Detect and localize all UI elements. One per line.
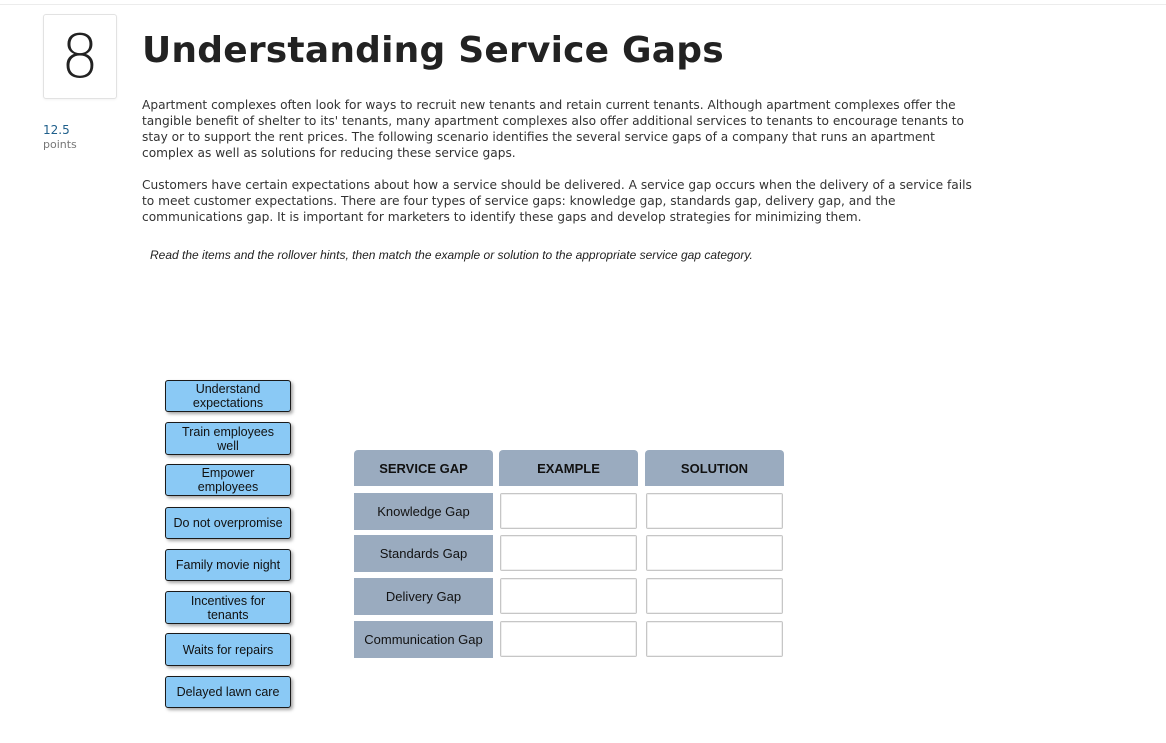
header-service-gap: SERVICE GAP (354, 450, 493, 486)
drag-item-delayed-lawn-care[interactable]: Delayed lawn care (165, 676, 291, 708)
question-title: Understanding Service Gaps (142, 30, 724, 71)
row-label-standards-gap: Standards Gap (354, 535, 493, 572)
top-divider (0, 4, 1166, 5)
drop-zone-standards-example[interactable] (500, 535, 637, 571)
points-block (43, 122, 103, 152)
drag-item-family-movie-night[interactable]: Family movie night (165, 549, 291, 581)
intro-paragraph: Apartment complexes often look for ways to recruit new tenants and retain current tenants. Although apartment complexes offer the tangible benefit of shelter to its' tenants, many apartment complexes also offer additional services to tenants to encourage tenants to stay or to support the rent prices. The following scenario identifies the several service gaps of a company that runs an apartment complex as well as solutions for reducing these service gaps. (142, 98, 964, 160)
points-value: 12.5 (43, 123, 70, 137)
row-label-delivery-gap: Delivery Gap (354, 578, 493, 615)
drop-zone-delivery-example[interactable] (500, 578, 637, 614)
row-label-knowledge-gap: Knowledge Gap (354, 493, 493, 530)
row-label-communication-gap: Communication Gap (354, 621, 493, 658)
definition-paragraph: Customers have certain expectations about how a service should be delivered. A service gap occurs when the delivery of a service fails to meet customer expectations. There are four types of service gaps: knowledge gap, standards gap, delivery gap, and the communications gap. It is important for marketers to identify these gaps and develop strategies for minimizing them. (142, 178, 972, 224)
drag-item-do-not-overpromise[interactable]: Do not overpromise (165, 507, 291, 539)
instructions-text: Read the items and the rollover hints, then match the example or solution to the appropriate service gap category. (150, 248, 753, 262)
drop-zone-delivery-solution[interactable] (646, 578, 783, 614)
drop-zone-knowledge-example[interactable] (500, 493, 637, 529)
drop-zone-communication-solution[interactable] (646, 621, 783, 657)
points-label: points (43, 138, 77, 151)
drop-zone-standards-solution[interactable] (646, 535, 783, 571)
drag-item-waits-for-repairs[interactable]: Waits for repairs (165, 633, 291, 666)
drag-item-train-employees-well[interactable]: Train employees well (165, 422, 291, 455)
drag-item-empower-employees[interactable]: Empower employees (165, 464, 291, 496)
drag-item-incentives-for-tenants[interactable]: Incentives for tenants (165, 591, 291, 624)
drop-zone-communication-example[interactable] (500, 621, 637, 657)
drop-zone-knowledge-solution[interactable] (646, 493, 783, 529)
header-solution: SOLUTION (645, 450, 784, 486)
drag-item-understand-expectations[interactable]: Understand expectations (165, 380, 291, 412)
question-number: 8 (43, 14, 117, 99)
header-example: EXAMPLE (499, 450, 638, 486)
